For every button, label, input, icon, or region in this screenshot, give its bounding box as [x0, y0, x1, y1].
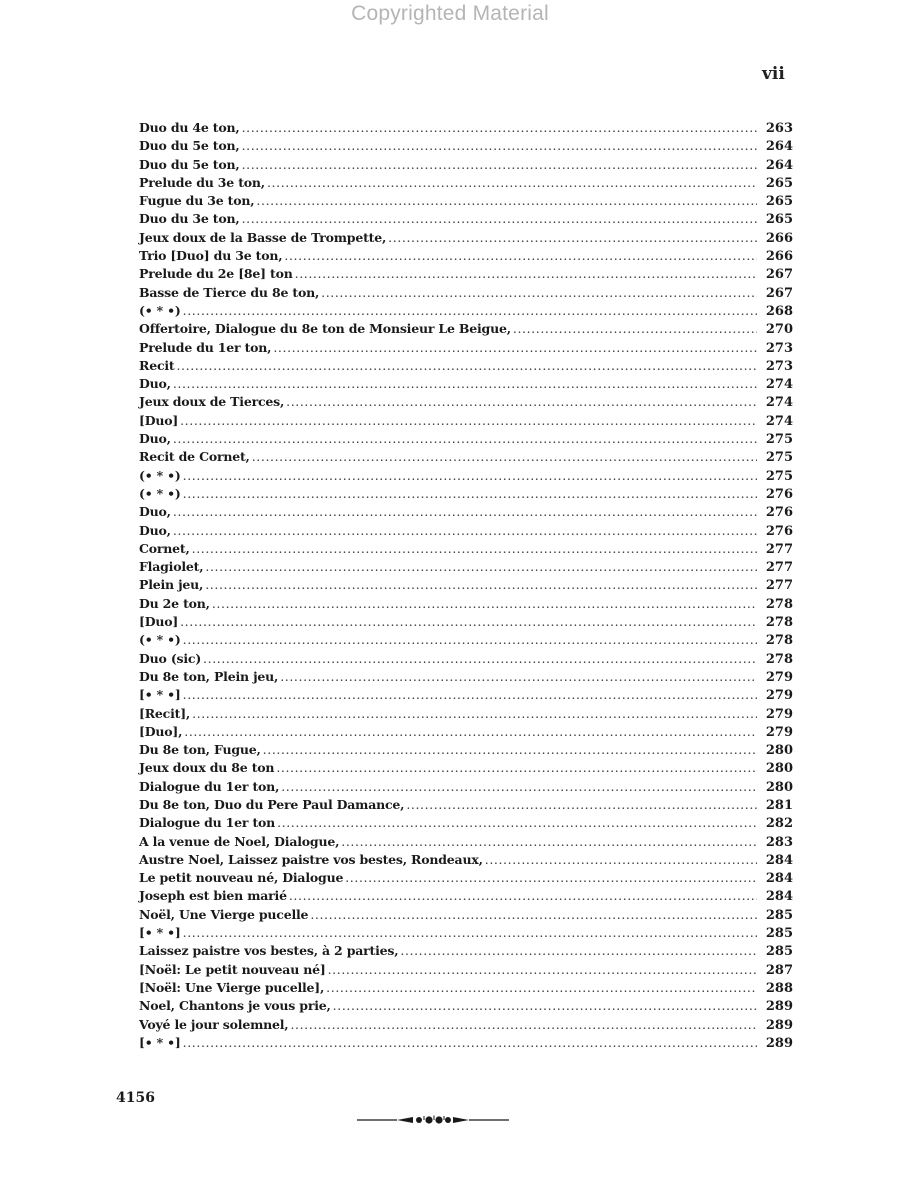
toc-entry-page: 263	[765, 121, 793, 136]
toc-entry-page: 277	[765, 541, 793, 557]
toc-entry	[139, 979, 793, 997]
toc-entry-page: 287	[765, 962, 793, 978]
toc-entry-page: 279	[765, 706, 793, 722]
toc-entry-page: 283	[765, 834, 793, 850]
dot-leader	[205, 576, 757, 594]
toc-entry-title: Jeux doux du 8e ton	[139, 760, 275, 776]
dot-leader	[183, 631, 757, 649]
dot-leader	[295, 265, 757, 283]
toc-entry-title: Basse de Tierce du 8e ton,	[139, 284, 320, 300]
toc-entry-page: 280	[765, 779, 793, 795]
toc-entry	[139, 119, 793, 137]
toc-entry	[139, 997, 793, 1015]
toc-entry-page: 278	[765, 651, 793, 667]
toc-entry	[139, 448, 793, 466]
toc-entry-title: Duo du 5e ton,	[139, 138, 240, 154]
toc-entry	[139, 412, 793, 430]
dot-leader	[192, 705, 757, 723]
toc-entry-page: 288	[765, 980, 793, 996]
toc-entry-page: 265	[765, 194, 793, 210]
toc-entry	[139, 467, 793, 485]
dot-leader	[290, 1016, 757, 1034]
toc-entry-page: 279	[765, 669, 793, 685]
toc-entry-title: [Duo]	[139, 614, 179, 630]
toc-entry	[139, 540, 793, 558]
toc-entry	[139, 833, 793, 851]
toc-entry	[139, 302, 793, 320]
toc-entry-title: Prelude du 1er ton,	[139, 339, 272, 355]
toc-entry-title: Prelude du 3e ton,	[139, 174, 265, 190]
toc-entry-title: Plein jeu,	[139, 577, 204, 593]
toc-entry-title: Cornet,	[139, 540, 190, 556]
toc-entry-title: Duo du 4e ton,	[139, 120, 240, 135]
toc-entry-title: Duo du 5e ton,	[139, 156, 240, 172]
dot-leader	[286, 393, 757, 411]
dot-leader	[183, 1034, 757, 1052]
dot-leader	[326, 979, 757, 997]
toc-entry	[139, 613, 793, 631]
toc-entry-title: (• * •)	[139, 302, 181, 318]
toc-entry	[139, 741, 793, 759]
toc-entry-title: [Noël: Une Vierge pucelle],	[139, 979, 325, 995]
toc-entry	[139, 485, 793, 503]
dot-leader	[388, 229, 757, 247]
dot-leader	[345, 869, 757, 887]
page-number: vii	[762, 64, 785, 84]
dot-leader	[513, 320, 757, 338]
toc-entry-title: A la venue de Noel, Dialogue,	[139, 833, 340, 849]
toc-entry	[139, 210, 793, 228]
dot-leader	[184, 723, 757, 741]
dot-leader	[242, 137, 757, 155]
toc-entry	[139, 156, 793, 174]
toc-entry	[139, 887, 793, 905]
toc-entry-page: 278	[765, 633, 793, 649]
toc-entry	[139, 942, 793, 960]
toc-entry-page: 285	[765, 926, 793, 942]
dot-leader	[192, 540, 757, 558]
toc-entry-page: 277	[765, 560, 793, 576]
toc-entry-title: (• * •)	[139, 485, 181, 501]
toc-entry-page: 274	[765, 413, 793, 429]
toc-entry-page: 284	[765, 852, 793, 868]
toc-entry-page: 277	[765, 578, 793, 594]
toc-entry-title: Jeux doux de Tierces,	[139, 394, 285, 410]
toc-entry-page: 285	[765, 944, 793, 960]
toc-entry-page: 281	[765, 797, 793, 813]
toc-entry-title: Dialogue du 1er ton	[139, 815, 276, 831]
dot-leader	[203, 650, 757, 668]
toc-entry	[139, 393, 793, 411]
dot-leader	[406, 796, 757, 814]
toc-entry	[139, 174, 793, 192]
toc-entry-page: 264	[765, 157, 793, 173]
toc-entry-page: 278	[765, 596, 793, 612]
toc-entry	[139, 430, 793, 448]
toc-entry-title: Laissez paistre vos bestes, à 2 parties,	[139, 943, 399, 959]
toc-entry-page: 267	[765, 285, 793, 301]
toc-entry	[139, 595, 793, 613]
copyright-watermark: Copyrighted Material	[351, 2, 549, 25]
dot-leader	[273, 339, 757, 357]
dot-leader	[252, 448, 757, 466]
toc-entry	[139, 1016, 793, 1034]
toc-entry-title: Du 8e ton, Duo du Pere Paul Damance,	[139, 796, 405, 812]
toc-entry-page: 265	[765, 175, 793, 191]
toc-entry-title: Du 2e ton,	[139, 595, 210, 611]
toc-entry	[139, 265, 793, 283]
toc-entry-page: 280	[765, 743, 793, 759]
toc-entry	[139, 851, 793, 869]
dot-leader	[277, 814, 757, 832]
toc-entry	[139, 796, 793, 814]
toc-entry-page: 284	[765, 889, 793, 905]
dot-leader	[173, 375, 757, 393]
toc-entry	[139, 522, 793, 540]
toc-entry-page: 280	[765, 761, 793, 777]
dot-leader	[173, 522, 757, 540]
toc-entry-page: 266	[765, 249, 793, 265]
toc-entry-title: Jeux doux de la Basse de Trompette,	[139, 229, 387, 245]
dot-leader	[333, 997, 757, 1015]
toc-entry-page: 278	[765, 615, 793, 631]
toc-entry	[139, 1034, 793, 1052]
toc-entry-title: Trio [Duo] du 3e ton,	[139, 248, 283, 264]
dot-leader	[276, 759, 757, 777]
toc-entry-page: 275	[765, 432, 793, 448]
toc-entry-page: 274	[765, 395, 793, 411]
toc-entry-title: Voyé le jour solemnel,	[139, 1016, 289, 1032]
toc-entry-title: Duo du 3e ton,	[139, 211, 240, 227]
toc-entry-title: Recit de Cornet,	[139, 449, 250, 465]
toc-entry-title: [• * •]	[139, 687, 181, 703]
toc-entry-page: 282	[765, 816, 793, 832]
toc-entry-title: Noel, Chantons je vous prie,	[139, 998, 331, 1014]
toc-entry-title: Duo,	[139, 431, 171, 447]
dot-leader	[212, 595, 757, 613]
toc-entry-title: (• * •)	[139, 632, 181, 648]
toc-entry-page: 275	[765, 450, 793, 466]
toc-entry	[139, 869, 793, 887]
toc-entry-title: Dialogue du 1er ton,	[139, 778, 280, 794]
dot-leader	[341, 833, 757, 851]
dot-leader	[280, 668, 757, 686]
toc-entry-page: 289	[765, 1035, 793, 1051]
dot-leader	[263, 741, 757, 759]
toc-entry-page: 289	[765, 999, 793, 1015]
toc-entry-title: Duo,	[139, 504, 171, 520]
toc-entry	[139, 284, 793, 302]
toc-entry-title: Joseph est bien marié	[139, 888, 287, 904]
dot-leader	[289, 887, 757, 905]
toc-entry	[139, 375, 793, 393]
toc-entry-title: [Recit],	[139, 705, 191, 721]
dot-leader	[180, 613, 757, 631]
toc-entry-page: 276	[765, 505, 793, 521]
toc-entry-title: Fugue du 3e ton,	[139, 193, 255, 209]
toc-entry-title: Austre Noel, Laissez paistre vos bestes, Rondeaux,	[139, 851, 483, 867]
toc-entry-page: 284	[765, 871, 793, 887]
toc-entry	[139, 229, 793, 247]
dot-leader	[242, 210, 757, 228]
dot-leader	[310, 906, 757, 924]
dot-leader	[256, 192, 757, 210]
dot-leader	[183, 686, 757, 704]
toc-entry-page: 274	[765, 377, 793, 393]
toc-entry-title: Du 8e ton, Fugue,	[139, 742, 261, 758]
toc-entry	[139, 778, 793, 796]
toc-entry-page: 273	[765, 340, 793, 356]
toc-entry-title: [Duo]	[139, 412, 179, 428]
dot-leader	[176, 357, 757, 375]
toc-entry-title: Noël, Une Vierge pucelle	[139, 906, 309, 922]
toc-entry	[139, 705, 793, 723]
toc-entry	[139, 759, 793, 777]
toc-entry-title: Recit	[139, 357, 175, 373]
toc-entry	[139, 631, 793, 649]
dot-leader	[242, 119, 757, 137]
toc-entry-page: 276	[765, 523, 793, 539]
toc-entry-page: 275	[765, 468, 793, 484]
dot-leader	[328, 961, 757, 979]
toc-entry-title: Du 8e ton, Plein jeu,	[139, 668, 279, 684]
toc-entry-page: 273	[765, 358, 793, 374]
toc-entry-page: 279	[765, 724, 793, 740]
toc-entry-title: Duo,	[139, 376, 171, 392]
dot-leader	[183, 467, 757, 485]
toc-entry-page: 265	[765, 212, 793, 228]
table-of-contents	[139, 119, 793, 1052]
toc-entry-title: [Duo],	[139, 723, 183, 739]
toc-entry	[139, 137, 793, 155]
toc-entry-page: 270	[765, 322, 793, 338]
toc-entry	[139, 961, 793, 979]
toc-entry-page: 264	[765, 139, 793, 155]
toc-entry-page: 289	[765, 1017, 793, 1033]
toc-entry-title: Duo,	[139, 522, 171, 538]
dot-leader	[284, 247, 757, 265]
toc-entry	[139, 723, 793, 741]
dot-leader	[281, 778, 757, 796]
toc-entry	[139, 668, 793, 686]
toc-entry-title: Prelude du 2e [8e] ton	[139, 266, 293, 282]
dot-leader	[183, 485, 757, 503]
dot-leader	[183, 924, 757, 942]
ornamental-rule-icon	[357, 1113, 509, 1127]
toc-entry-page: 279	[765, 688, 793, 704]
toc-entry	[139, 247, 793, 265]
toc-entry	[139, 576, 793, 594]
toc-entry-title: Offertoire, Dialogue du 8e ton de Monsieur Le Beigue,	[139, 321, 511, 337]
dot-leader	[242, 156, 757, 174]
dot-leader	[267, 174, 757, 192]
dot-leader	[485, 851, 757, 869]
dot-leader	[183, 302, 757, 320]
toc-entry-page: 267	[765, 267, 793, 283]
toc-entry	[139, 339, 793, 357]
toc-entry-title: Le petit nouveau né, Dialogue	[139, 870, 344, 886]
toc-entry-page: 268	[765, 303, 793, 319]
toc-entry	[139, 503, 793, 521]
toc-entry-page: 285	[765, 907, 793, 923]
toc-entry-title: [• * •]	[139, 925, 181, 941]
toc-entry	[139, 686, 793, 704]
toc-entry	[139, 906, 793, 924]
toc-entry	[139, 924, 793, 942]
dot-leader	[173, 503, 757, 521]
plate-number: 4156	[116, 1090, 155, 1106]
toc-entry-page: 266	[765, 230, 793, 246]
dot-leader	[400, 942, 757, 960]
toc-entry-title: (• * •)	[139, 467, 181, 483]
dot-leader	[205, 558, 757, 576]
toc-entry	[139, 357, 793, 375]
dot-leader	[173, 430, 757, 448]
toc-entry	[139, 814, 793, 832]
toc-entry	[139, 320, 793, 338]
dot-leader	[321, 284, 757, 302]
dot-leader	[180, 412, 757, 430]
toc-entry-title: Flagiolet,	[139, 559, 204, 575]
toc-entry-title: [Noël: Le petit nouveau né]	[139, 961, 326, 977]
toc-entry-title: [• * •]	[139, 1034, 181, 1050]
toc-entry-title: Duo (sic)	[139, 650, 202, 666]
toc-entry	[139, 558, 793, 576]
toc-entry	[139, 650, 793, 668]
toc-entry	[139, 192, 793, 210]
toc-entry-page: 276	[765, 486, 793, 502]
